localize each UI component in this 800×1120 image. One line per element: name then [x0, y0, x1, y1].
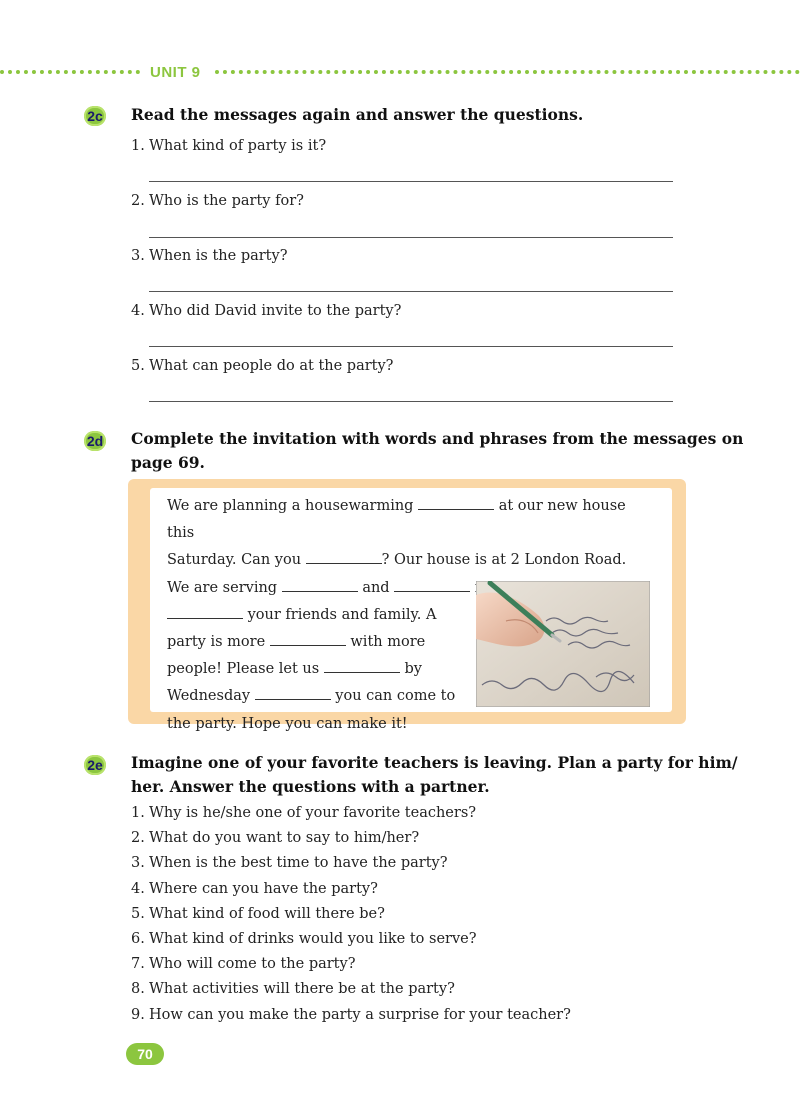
section-badge-2e: 2e: [84, 755, 106, 775]
question-2c-4: 4. Who did David invite to the party?: [131, 303, 402, 319]
question-2e-9: 9. How can you make the party a surprise for your teacher?: [131, 1006, 571, 1023]
blank-7[interactable]: [324, 658, 400, 673]
question-2e-5: 5. What kind of food will there be?: [131, 905, 385, 922]
blank-6[interactable]: [270, 631, 346, 646]
answer-line-1[interactable]: [149, 181, 673, 182]
invitation-line-1: We are planning a housewarming at our new house this: [167, 493, 657, 547]
invitation-line-3: We are serving and: [167, 575, 657, 602]
section-2e-title-line2: her. Answer the questions with a partner.: [131, 777, 490, 796]
question-2c-3: 3. When is the party?: [131, 248, 288, 264]
section-2d-title-line2: page 69.: [131, 453, 205, 472]
section-badge-2d: 2d: [84, 431, 106, 451]
invitation-line-8: the party. Hope you can make it!: [167, 715, 408, 732]
header-dotted-rule-right: [215, 70, 800, 74]
question-2e-1: 1. Why is he/she one of your favorite teachers?: [131, 805, 477, 821]
header-dotted-rule-left: [0, 70, 140, 74]
section-2d-title-line1: Complete the invitation with words and phrases from the messages on: [131, 429, 744, 448]
question-2e-3: 3. When is the best time to have the party?: [131, 855, 448, 872]
invitation-line-4: your friends and family. A: [167, 602, 657, 629]
blank-3[interactable]: [282, 577, 358, 592]
unit-label: UNIT 9: [150, 64, 201, 81]
answer-line-4[interactable]: [149, 346, 673, 347]
blank-4[interactable]: [394, 577, 470, 592]
question-2c-2: 2. Who is the party for?: [131, 193, 304, 209]
answer-line-2[interactable]: [149, 237, 673, 238]
question-2e-8: 8. What activities will there be at the party?: [131, 981, 455, 998]
question-2c-1: 1. What kind of party is it?: [131, 138, 327, 154]
blank-2[interactable]: [306, 549, 382, 564]
section-2e-title-line1: Imagine one of your favorite teachers is leaving. Plan a party for him/: [131, 753, 738, 772]
answer-line-5[interactable]: [149, 401, 673, 402]
invitation-line-2: Saturday. Can you ? Our house is at 2 London Road.: [167, 547, 657, 574]
page-number: 70: [126, 1043, 164, 1065]
blank-8[interactable]: [255, 685, 331, 700]
section-badge-2c: 2c: [84, 106, 106, 126]
question-2c-5: 5. What can people do at the party?: [131, 358, 394, 374]
invitation-line-6: people! Please let us by: [167, 656, 657, 683]
invitation-line-7: Wednesday you can come to: [167, 683, 657, 710]
blank-1[interactable]: [418, 495, 494, 510]
question-2e-7: 7. Who will come to the party?: [131, 956, 356, 973]
question-2e-6: 6. What kind of drinks would you like to serve?: [131, 930, 477, 947]
blank-5[interactable]: [167, 604, 243, 619]
answer-line-3[interactable]: [149, 291, 673, 292]
section-2c-title: Read the messages again and answer the questions.: [131, 105, 584, 124]
section-2e-question-list: [131, 803, 571, 1030]
question-2e-2: 2. What do you want to say to him/her?: [131, 830, 420, 847]
question-2e-4: 4. Where can you have the party?: [131, 880, 378, 897]
writing-hand-photo: [476, 581, 650, 707]
invitation-line-5: party is more with more: [167, 629, 657, 656]
